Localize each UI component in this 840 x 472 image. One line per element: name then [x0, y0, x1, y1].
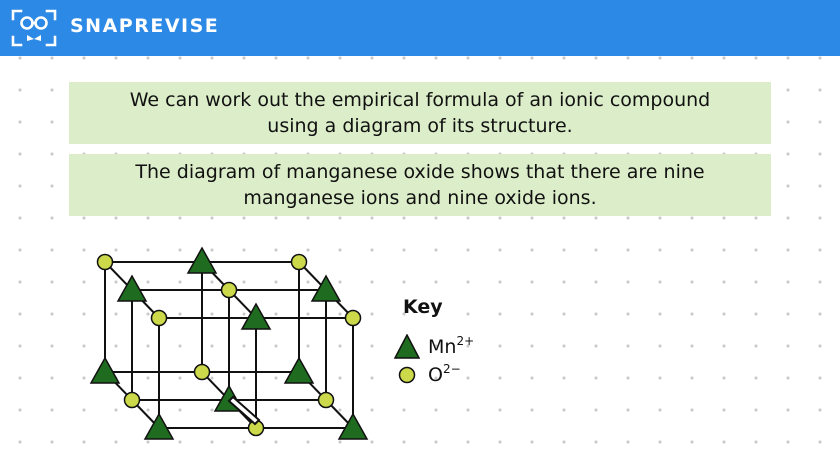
- manganese-triangle-icon: [394, 334, 420, 360]
- intro-line-2: using a diagram of its structure.: [267, 115, 573, 137]
- brand-name[interactable]: SNAPREVISE: [70, 15, 220, 37]
- diagram-key: [390, 296, 510, 396]
- manganese-ion: [188, 248, 216, 273]
- key-title: Key: [403, 296, 443, 318]
- oxide-ion: [152, 311, 167, 326]
- oxide-ion: [222, 283, 237, 298]
- oxide-ion: [125, 393, 140, 408]
- explanation-line-1: The diagram of manganese oxide shows that there are nine: [135, 161, 705, 183]
- explanation-line-2: manganese ions and nine oxide ions.: [243, 187, 597, 209]
- oxide-ion: [319, 393, 334, 408]
- oxide-circle-icon: [394, 362, 420, 388]
- intro-line-1: We can work out the empirical formula of an ionic compound: [129, 89, 711, 111]
- oxide-ion: [292, 255, 307, 270]
- manganese-ion: [285, 358, 313, 383]
- oxide-ion: [98, 255, 113, 270]
- oxide-ion: [346, 311, 361, 326]
- manganese-ion-label: $Mn^{2+}$: [428, 334, 475, 358]
- oxide-ion: [195, 365, 210, 380]
- oxide-ion-label: $O^{2-}$: [428, 362, 461, 386]
- manganese-ion: [91, 358, 119, 383]
